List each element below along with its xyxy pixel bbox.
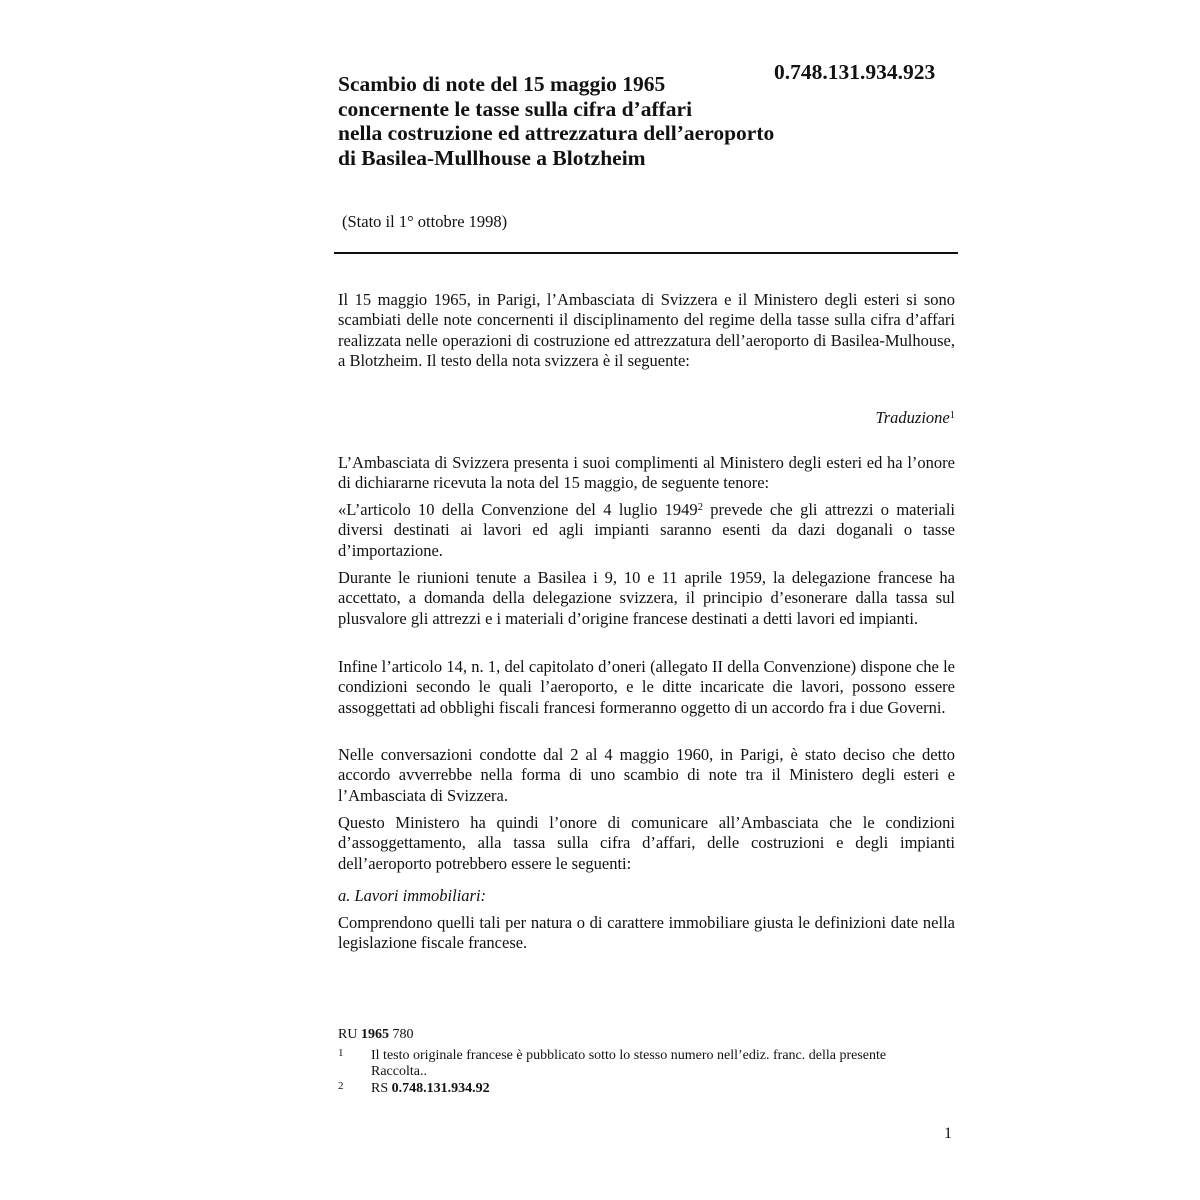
official-reference: [338, 1027, 413, 1043]
translation-label: [700, 408, 955, 428]
title-line: nella costruzione ed attrezzatura dell’aeroporto: [338, 121, 775, 145]
paragraph-meetings: Durante le riunioni tenute a Basilea i 9, 10 e 11 aprile 1959, la delegazione francese ha accettato, a domanda della delegazione svizzera, il principio d’esonerare dalla tassa sul plusvalore gli attrezzi e i materiali d’origine francese destinati a detti lavori ed impianti.: [338, 568, 955, 628]
paragraph-text: prevede che gli attrezzi o materiali diversi destinati ai lavori ed agli impianti saranno esenti da dazi doganali o tasse d’importazione.: [338, 500, 955, 560]
paragraph-text: «L’articolo 10 della Convenzione del 4 luglio 1949: [338, 500, 698, 519]
intro-paragraph: Il 15 maggio 1965, in Parigi, l’Ambasciata di Svizzera e il Ministero degli esteri si sono scambiati delle note concernenti il disciplinamento del regime della tasse sulla cifra d’affari realizzata nelle operazioni di costruzione ed attrezzatura dell’aeroporto di Basilea-Mulhouse, a Blotzheim. Il testo della nota svizzera è il seguente:: [338, 290, 955, 370]
paragraph-conversations: Nelle conversazioni condotte dal 2 al 4 maggio 1960, in Parigi, è stato deciso che detto accordo avverrebbe nella forma di uno scambio di note tra il Ministero degli esteri e l’Ambasciata di Svizzera.: [338, 745, 955, 805]
paragraph-article-14: Infine l’articolo 14, n. 1, del capitolato d’oneri (allegato II della Convenzione) dispone che le condizioni secondo le quali l’aeroporto, e le ditte incaricate die lavori, possono essere assoggettati ad obblighi fiscali francesi formeranno oggetto di un accordo fra i due Governi.: [338, 657, 955, 717]
footnote-prefix: RS: [371, 1081, 392, 1096]
footnote-number: 1: [338, 1047, 344, 1059]
ref-page: 780: [388, 1027, 414, 1042]
title-line: Scambio di note del 15 maggio 1965: [338, 72, 666, 96]
document-title: [338, 72, 858, 170]
footnote-text: [371, 1081, 931, 1097]
footnote-mark[interactable]: 1: [949, 410, 955, 421]
header-divider: [334, 252, 958, 254]
ref-prefix: RU: [338, 1027, 361, 1042]
paragraph-article-10: [338, 500, 955, 561]
paragraph-compliments: L’Ambasciata di Svizzera presenta i suoi complimenti al Ministero degli esteri ed ha l’onore di dichiararne ricevuta la nota del 15 maggio, de seguente tenore:: [338, 453, 955, 493]
title-line: concernente le tasse sulla cifra d’affari: [338, 96, 693, 121]
status-date: (Stato il 1° ottobre 1998): [342, 212, 508, 231]
footnote-text: Il testo originale francese è pubblicato sotto lo stesso numero nell’ediz. franc. della presente Raccolta..: [371, 1048, 887, 1079]
paragraph-definition: Comprendono quelli tali per natura o di carattere immobiliare giusta le definizioni date nella legislazione fiscale francese.: [338, 913, 955, 953]
translation-label-text: Traduzione: [875, 408, 950, 427]
paragraph-conditions: Questo Ministero ha quindi l’onore di comunicare all’Ambasciata che le condizioni d’assoggettamento, alla tassa sulla cifra d’affari, delle costruzioni e degli impianti dell’aeroporto potrebbero essere le seguenti:: [338, 813, 955, 873]
footnote-mark[interactable]: 2: [697, 502, 703, 513]
section-heading: a. Lavori immobiliari:: [338, 886, 487, 905]
page-number: 1: [944, 1125, 952, 1142]
footnote-link[interactable]: 0.748.131.934.92: [391, 1081, 490, 1096]
footnote-number: 2: [338, 1080, 344, 1092]
ref-year: 1965: [360, 1027, 389, 1042]
sr-number: 0.748.131.934.923: [774, 60, 936, 84]
title-line: di Basilea-Mullhouse a Blotzheim: [338, 145, 646, 170]
